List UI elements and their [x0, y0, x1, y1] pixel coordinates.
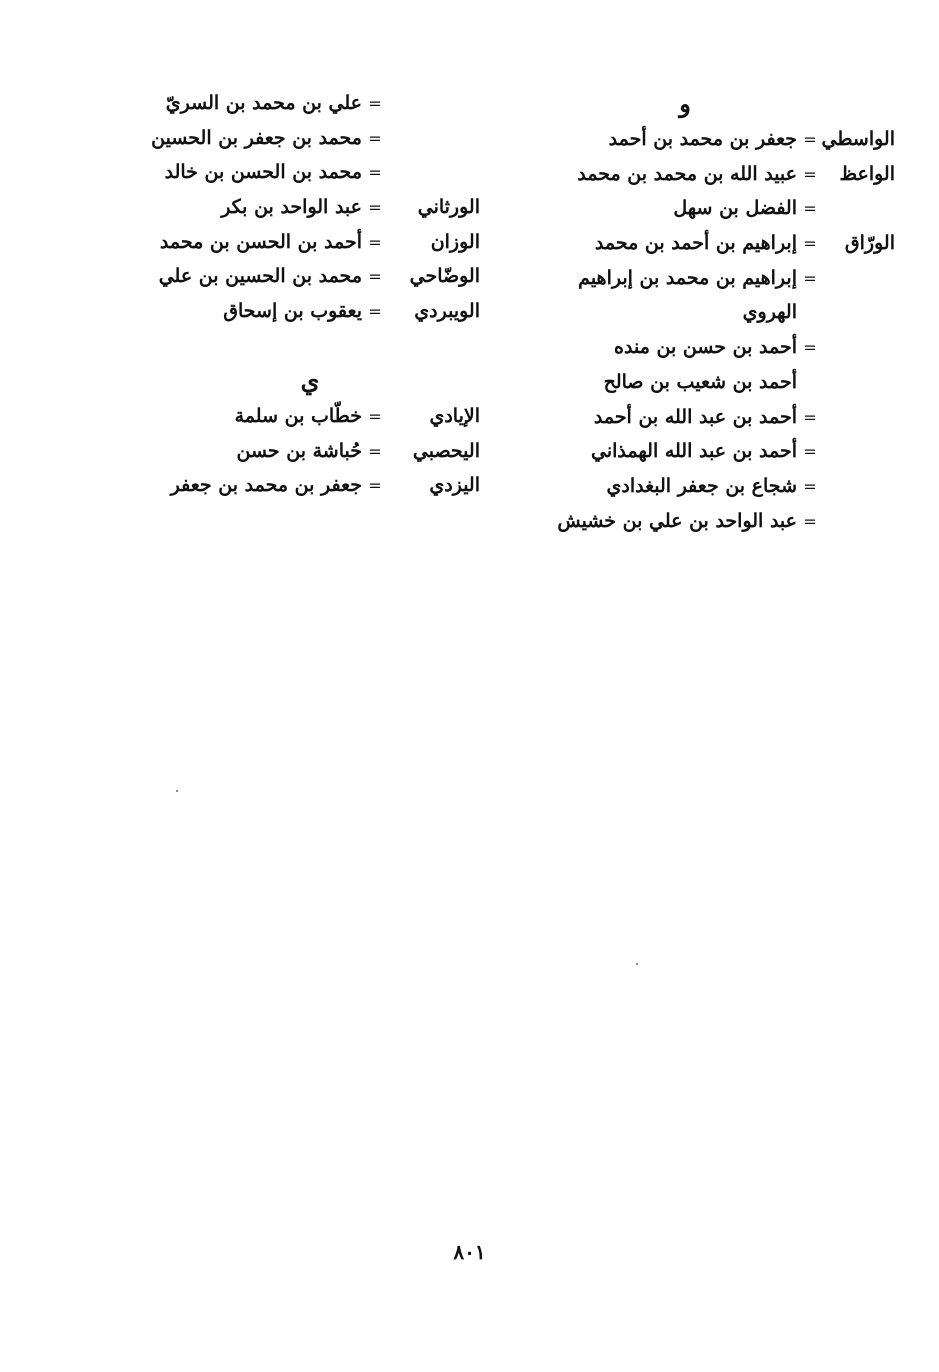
equals-sign: =	[803, 199, 817, 219]
entry-row	[475, 226, 895, 261]
left-entries-top-list	[140, 86, 480, 329]
equals-sign: =	[368, 232, 382, 252]
equals-sign: =	[368, 476, 382, 496]
equals-sign: =	[803, 268, 817, 288]
equals-sign: =	[368, 302, 382, 322]
entry-row	[140, 259, 480, 294]
entry-row	[140, 468, 480, 503]
right-column	[475, 86, 895, 538]
section-letter-waw: و	[679, 89, 691, 118]
nisba-label: اليزدي	[429, 474, 480, 497]
entry-row	[140, 225, 480, 260]
person-name: الفضل بن سهل	[673, 197, 797, 220]
entry-row	[475, 295, 895, 330]
person-name: خطّاب بن سلمة	[234, 404, 362, 427]
nisba-label: اليحصبي	[412, 439, 480, 462]
entry-row	[475, 504, 895, 539]
equals-sign: =	[368, 128, 382, 148]
right-entries-list	[475, 122, 895, 538]
nisba-label: الوزان	[430, 230, 480, 253]
equals-sign: =	[368, 198, 382, 218]
equals-sign: =	[803, 164, 817, 184]
entry-row	[475, 157, 895, 192]
person-name: علي بن محمد بن السريّ	[165, 92, 362, 114]
person-name: عبد الواحد بن بكر	[221, 196, 362, 219]
speck	[176, 790, 178, 792]
entry-row	[475, 469, 895, 504]
person-name: يعقوب بن إسحاق	[223, 300, 362, 323]
entry-row	[140, 86, 480, 121]
equals-sign: =	[803, 442, 817, 462]
nisba-label: الورّاق	[844, 232, 895, 255]
person-name: أحمد بن حسن بن منده	[614, 336, 797, 359]
equals-sign: =	[368, 163, 382, 183]
section-letter-ya: ي	[300, 365, 320, 395]
equals-sign: =	[368, 94, 382, 113]
equals-sign: =	[803, 476, 817, 496]
person-name: عبيد الله بن محمد بن محمد	[577, 162, 797, 185]
nisba-label: الويبردي	[414, 300, 480, 323]
person-name: إبراهيم بن محمد بن إبراهيم	[578, 266, 797, 289]
entry-row	[140, 190, 480, 225]
person-name: أحمد بن الحسن بن محمد	[159, 230, 362, 253]
person-name: عبد الواحد بن علي بن خشيش	[557, 509, 797, 532]
nisba-label: الواعظ	[839, 162, 895, 185]
page-number: ٨٠١	[453, 1240, 486, 1264]
entry-row	[475, 400, 895, 435]
equals-sign: =	[368, 441, 382, 461]
entry-row	[140, 294, 480, 329]
person-name: أحمد بن شعيب بن صالح	[603, 370, 797, 393]
nisba-label: الوضّاحي	[409, 265, 480, 288]
entry-row	[140, 399, 480, 434]
entry-row	[475, 261, 895, 296]
person-name: أحمد بن عبد الله بن أحمد	[593, 405, 797, 428]
equals-sign: =	[803, 338, 817, 358]
nisba-label: الورثاني	[417, 196, 480, 219]
entry-row	[475, 122, 895, 157]
person-name: محمد بن جعفر بن الحسين	[151, 126, 362, 149]
entry-row	[140, 155, 480, 190]
person-name: شجاع بن جعفر البغدادي	[606, 474, 797, 497]
entry-row	[140, 121, 480, 156]
person-name: حُباشة بن حسن	[236, 439, 362, 462]
person-name: محمد بن الحسن بن خالد	[164, 161, 362, 184]
left-column	[140, 86, 480, 503]
equals-sign: =	[368, 406, 382, 426]
entry-row	[475, 365, 895, 400]
speck	[636, 963, 638, 965]
equals-sign: =	[803, 407, 817, 427]
nisba-label: الواسطي	[821, 128, 895, 150]
person-name: الهروي	[742, 301, 797, 324]
equals-sign: =	[803, 130, 817, 149]
equals-sign: =	[803, 511, 817, 531]
left-entries-bottom-list	[140, 399, 480, 503]
entry-row	[475, 434, 895, 469]
person-name: جعفر بن محمد بن جعفر	[170, 474, 362, 497]
person-name: إبراهيم بن أحمد بن محمد	[594, 232, 797, 255]
nisba-label: الإيادي	[429, 404, 480, 427]
entry-row	[475, 330, 895, 365]
entry-row	[140, 434, 480, 469]
entry-row	[475, 191, 895, 226]
equals-sign: =	[803, 234, 817, 254]
person-name: محمد بن الحسين بن علي	[158, 265, 362, 288]
person-name: جعفر بن محمد بن أحمد	[608, 128, 797, 150]
equals-sign: =	[368, 267, 382, 287]
person-name: أحمد بن عبد الله الهمذاني	[591, 440, 797, 463]
